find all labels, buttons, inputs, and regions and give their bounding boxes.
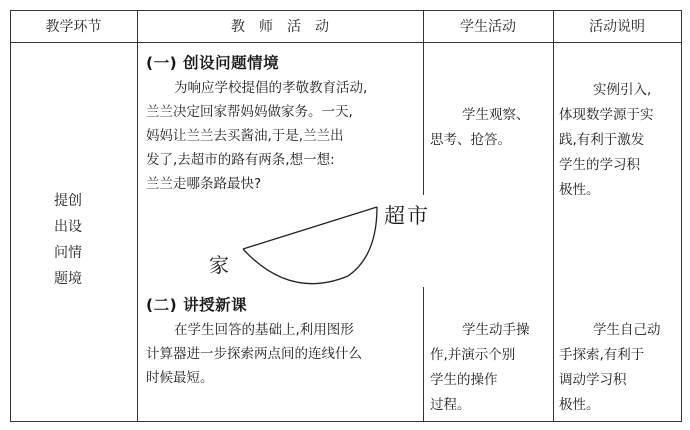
student-activity-2	[430, 318, 530, 418]
student-activity-line: 学生动手操	[462, 322, 530, 338]
stage-label-line: 题境	[54, 271, 82, 287]
stage-label-line: 出设	[54, 219, 82, 235]
activity-note-line: 手探索,有利于	[559, 347, 645, 363]
activity-note-line: 极性。	[559, 182, 600, 198]
curved-path	[243, 207, 377, 284]
activity-note-line: 调动学习积	[559, 372, 627, 388]
stage-label-line: 提创	[54, 193, 82, 209]
label-home: 家	[209, 253, 229, 277]
section2-line: 计算器进一步探索两点间的连线什么	[146, 346, 362, 362]
activity-note-line: 践,有利于激发	[559, 132, 645, 148]
student-activity-line: 过程。	[430, 397, 471, 413]
label-market: 超市	[384, 204, 430, 228]
section2-body	[146, 318, 418, 390]
student-activity-line: 学生的操作	[430, 372, 498, 388]
straight-path	[243, 207, 377, 249]
header-teacher-activity: 教 师 活 动	[231, 19, 329, 35]
activity-note-1	[559, 78, 654, 203]
header-student-activity: 学生活动	[460, 19, 516, 35]
section1-title: (一) 创设问题情境	[146, 54, 280, 72]
section1-line: 兰兰走哪条路最快?	[146, 176, 262, 192]
activity-note-line: 学生的学习积	[559, 157, 640, 173]
section1-line: 妈妈让兰兰去买酱油,于是,兰兰出	[146, 128, 344, 144]
header-stage: 教学环节	[45, 19, 102, 35]
student-activity-1	[430, 103, 530, 153]
section2-line: 在学生回答的基础上,利用图形	[174, 322, 354, 338]
activity-note-line: 实例引入,	[593, 82, 652, 98]
activity-note-2	[559, 318, 661, 418]
student-activity-line: 思考、抢答。	[430, 132, 511, 148]
student-activity-line: 学生观察、	[462, 107, 530, 123]
section2-title: (二) 讲授新课	[146, 296, 248, 314]
stage-label-line: 问情	[54, 245, 82, 261]
section1-line: 发了,去超市的路有两条,想一想:	[146, 152, 335, 168]
activity-note-line: 体现数学源于实	[559, 107, 654, 123]
section1-line: 为响应学校提倡的孝敬教育活动,	[174, 80, 368, 96]
student-activity-line: 作,并演示个别	[430, 347, 516, 363]
header-activity-note: 活动说明	[589, 19, 645, 35]
activity-note-line: 学生自己动	[593, 322, 661, 338]
activity-note-line: 极性。	[559, 397, 600, 413]
section2-line: 时候最短。	[146, 370, 214, 386]
section1-line: 兰兰决定回家帮妈妈做家务。一天,	[146, 104, 353, 120]
